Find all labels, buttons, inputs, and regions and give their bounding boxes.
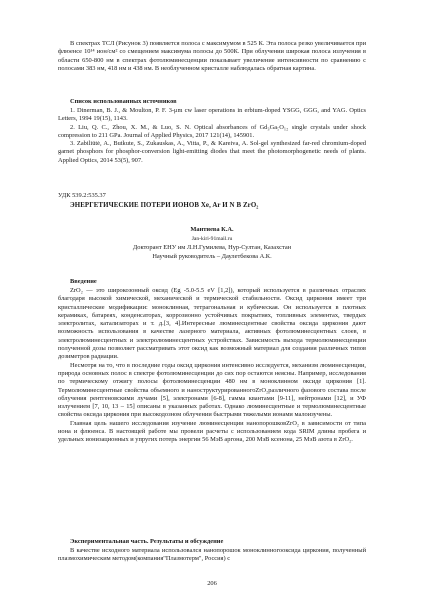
- references-list: [58, 107, 366, 165]
- references-heading: Список использованных источников: [70, 98, 177, 105]
- author-email: Jan-kiri-91mail.ru: [191, 236, 233, 242]
- paragraph-tsl-spectra: В спектрах ТСЛ (Рисунок 3) появляется полоса с максимумом в 525 К. Эта полоса резко увеличивается при флюенсе 10¹⁴ ион/см² со смещением максимума полосы до 500К. При облучении широкая полоса излучения в области 650-800 нм в спектрах фотолюминесценции показывает увеличение интенсивности по сравнению с полосами 383 нм, 418 нм и 438 нм. В необлученном кристалле наблюдалась обратная картина.: [58, 40, 366, 72]
- reference-item: 1. Dinerman, B. J., & Moulton, P. F. 3-μm cw laser operations in erbium-doped YSGG, GGG, and YAG. Optics Letters, 1994 19(15), 1143.: [58, 107, 366, 123]
- intro-paragraph: Главная цель нашего исследования изучение люминесценции нанопорошковZrO₂ в зависимости от типа иона и флюенса. В настоящей работе мы провели расчеты с использованием кода SRIM длины пробега и удельных ионизационных и упругих потерь энергии 56 МэВ аргона, 200 МэВ ксенона, 25 МэВ азота в ZrO₂.: [58, 419, 366, 444]
- intro-paragraph: Несмотря на то, что в последние годы оксид циркония интенсивно исследуется, механизм люминесценции, природа основных полос в спектре фотолюминесценции до сих пор остаются неясны. Например, исследования по термическому отжигу полосы фотолюминесценции 480 нм в моноклинном оксиде циркония [1]. Термолюминесцентные свойства объемного и наноструктурированногоZrO₂различного фазового состава после облучения рентгеновскими лучами [5], электронами [6-8], гамма квантами [9-11], нейтронами [12], и УФ излучением [7, 10, 13 – 15] описаны в указанных работах. Однако люминесцентные и термолюминесцентные свойства оксида циркония при высокодозном облучении быстрыми тяжелыми ионами малоизучены.: [58, 361, 366, 419]
- udc-code: УДК 539.2:535.37: [58, 192, 106, 199]
- article-title: ЭНЕРГЕТИЧЕСКИЕ ПОТЕРИ ИОНОВ Xe, Ar И N В ZrO₂: [70, 202, 259, 209]
- experiment-paragraph: В качестве исходного материала использовался нанопорошок моноклинногооксида циркония, полученный плазмохимическим методом(компания"Плазмотерм", Россия) с: [58, 547, 366, 563]
- intro-paragraph: ZrO₂ — это широкозонный оксид (Eg -5.0-5.5 eV [1,2]), который используется в различных отраслях благодаря высокой химической, механической и термической стабильности. Оксид циркония имеет три кристаллические модификации: моноклинная, тетрагональная и кубическая. Он используется в плотных керамиках, батареях, конденсаторах, коррозионно устойчивых покрытиях, топливных элементах, твердых электролитах, катализаторах и т. д.[3, 4].Интересные люминесцентные свойства оксида циркония дают возможность использования в качестве лазерного материала, активных фотолюминесцентных слоев, в электролюминесцентных и электролюминесцентных устройствах. Зависимость выхода термолюминесценции полученной дозы позволяет рассматривать этот оксид как возможный материал для создания различных типов дозиметров радиации.: [58, 287, 366, 361]
- reference-item: 3. Zabiliūtė, A., Butkute, S., Zukauskas, A., Vitta, P., & Kareiva, A. Sol-gel synthesized far-red chromium-doped garnet phosphors for phosphor-conversion light-emitting diodes that meet the photomorphogenetic needs of plants. Applied Optics, 2014 53(5), 907.: [58, 140, 366, 164]
- introduction-body: [58, 287, 366, 445]
- introduction-heading: Введение: [70, 278, 97, 285]
- scientific-supervisor: Научный руководитель – Даулетбекова А.К.: [152, 253, 272, 260]
- page-number: 206: [207, 580, 217, 587]
- experiment-heading: Экспериментальная часть. Результаты и обсуждение: [70, 538, 224, 545]
- author-affiliation: Докторант ЕНУ им Л.Н.Гумилева, Нур-Султан, Казахстан: [132, 244, 292, 251]
- reference-item: 2. Liu, Q. C., Zhou, X. M., & Luo, S. N. Optical absorbances of Gd₃Ga₅O₁₂ single crystals under shock compression to 211 GPa. Journal of Applied Physics, 2017 121(14), 145901.: [58, 123, 366, 139]
- author-name: Мантиева К.А.: [190, 226, 234, 233]
